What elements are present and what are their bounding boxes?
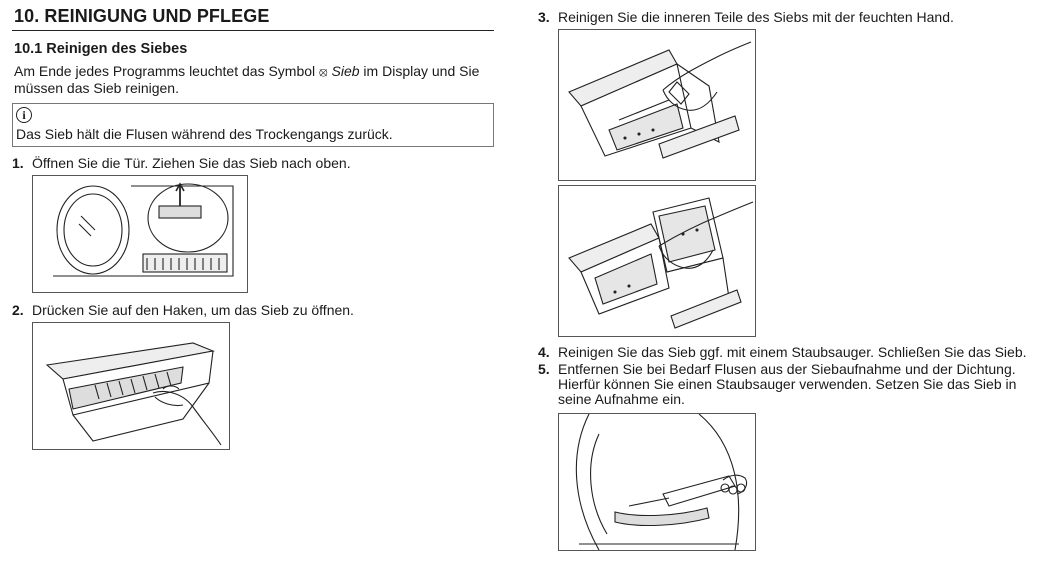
subsection-title: 10.1 Reinigen des Siebes <box>14 41 188 57</box>
step-number: 4. <box>538 344 550 360</box>
filter-symbol-icon: ⦻ <box>319 64 328 79</box>
filter-symbol-label: Sieb <box>331 63 360 79</box>
info-note <box>12 103 494 147</box>
step-text: Entfernen Sie bei Bedarf Flusen aus der Siebaufnahme und der Dichtung. Hierfür können Sie einen Staubsauger verwenden. Setzen Sie das Sieb in seine Aufnahme ein. <box>558 361 1017 407</box>
filter-inner-cleaning-illustration <box>559 30 755 180</box>
section-title: 10. REINIGUNG UND PFLEGE <box>12 4 494 31</box>
step-1 <box>12 156 494 171</box>
info-icon: i <box>16 107 32 123</box>
intro-text-before: Am Ende jedes Programms leuchtet das Symbol <box>14 63 320 79</box>
figure-open-door <box>32 175 248 293</box>
vacuum-housing-illustration <box>559 414 755 550</box>
intro-text-after: im Display und Sie müssen das Sieb reinigen. <box>14 63 480 96</box>
figure-clean-inner-filter-1 <box>558 29 756 181</box>
step-5 <box>538 362 1028 407</box>
step-number: 3. <box>538 9 550 25</box>
left-column <box>12 4 494 450</box>
figure-clean-inner-filter-2 <box>558 185 756 337</box>
figure-vacuum-filter-housing <box>558 413 756 551</box>
figure-open-filter <box>32 322 230 450</box>
dryer-door-illustration <box>33 176 247 292</box>
info-note-text: Das Sieb hält die Flusen während des Trockengangs zurück. <box>16 126 393 142</box>
right-column <box>538 4 1028 551</box>
step-4 <box>538 345 1028 360</box>
filter-hook-illustration <box>33 323 229 449</box>
step-2 <box>12 303 494 318</box>
step-text: Reinigen Sie das Sieb ggf. mit einem Staubsauger. Schließen Sie das Sieb. <box>558 344 1027 360</box>
intro-paragraph <box>14 63 494 97</box>
step-number: 5. <box>538 361 550 377</box>
filter-inner-cleaning-illustration <box>559 186 755 336</box>
step-number: 1. <box>12 155 24 171</box>
step-text: Öffnen Sie die Tür. Ziehen Sie das Sieb nach oben. <box>32 155 351 171</box>
step-number: 2. <box>12 302 24 318</box>
step-text: Reinigen Sie die inneren Teile des Siebs mit der feuchten Hand. <box>558 9 954 25</box>
step-text: Drücken Sie auf den Haken, um das Sieb zu öffnen. <box>32 302 354 318</box>
step-3 <box>538 10 1028 25</box>
